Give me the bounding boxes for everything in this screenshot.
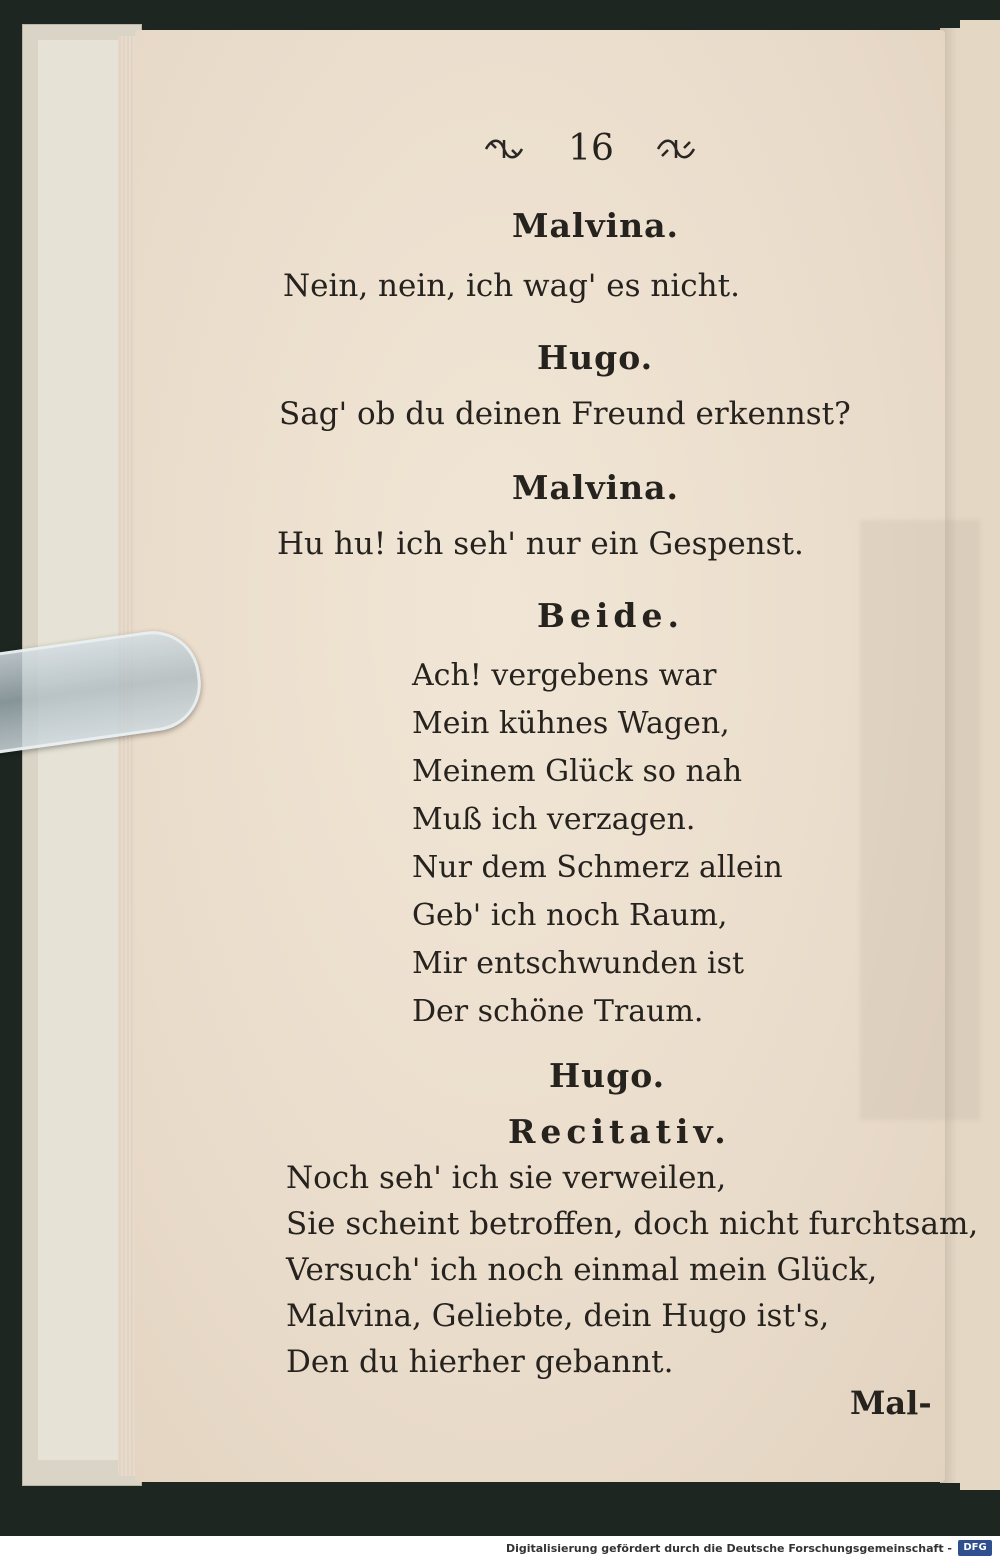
cover-endpaper xyxy=(38,40,128,1460)
verse-line: Ach! vergebens war xyxy=(412,658,717,693)
catchword: Mal- xyxy=(850,1384,932,1422)
page-number: 16 xyxy=(568,128,614,169)
recitativ-line: Sie scheint betroffen, doch nicht furchtsam, xyxy=(286,1206,979,1242)
footer-credit: Digitalisierung gefördert durch die Deutsche Forschungsgemeinschaft - xyxy=(505,1542,952,1555)
verse-line: Geb' ich noch Raum, xyxy=(412,898,728,933)
verse-line: Nur dem Schmerz allein xyxy=(412,850,783,885)
verse-line: Der schöne Traum. xyxy=(412,994,704,1029)
verse-line: Meinem Glück so nah xyxy=(412,754,743,789)
dialogue-line: Nein, nein, ich wag' es nicht. xyxy=(283,268,740,304)
speaker-hugo: Hugo. xyxy=(537,338,654,377)
ink-bleed-through xyxy=(860,520,980,1120)
verse-line: Mir entschwunden ist xyxy=(412,946,745,981)
recitativ-line: Noch seh' ich sie verweilen, xyxy=(286,1160,727,1196)
speaker-beide: Beide. xyxy=(537,596,684,635)
dialogue-line: Sag' ob du deinen Freund erkennst? xyxy=(279,396,851,432)
speaker-malvina: Malvina. xyxy=(512,468,680,507)
recitativ-line: Versuch' ich noch einmal mein Glück, xyxy=(286,1252,878,1288)
dfg-logo-icon: DFG xyxy=(958,1540,992,1556)
speaker-hugo: Hugo. xyxy=(549,1056,666,1095)
right-ornament-icon xyxy=(654,136,698,162)
recitativ-line: Den du hierher gebannt. xyxy=(286,1344,674,1380)
recitativ-line: Malvina, Geliebte, dein Hugo ist's, xyxy=(286,1298,830,1334)
footer-bar xyxy=(0,1536,1000,1562)
speaker-malvina: Malvina. xyxy=(512,206,680,245)
verse-line: Muß ich verzagen. xyxy=(412,802,696,837)
verse-line: Mein kühnes Wagen, xyxy=(412,706,730,741)
dialogue-line: Hu hu! ich seh' nur ein Gespenst. xyxy=(277,526,804,562)
recitativ-heading: Recitativ. xyxy=(508,1112,731,1151)
